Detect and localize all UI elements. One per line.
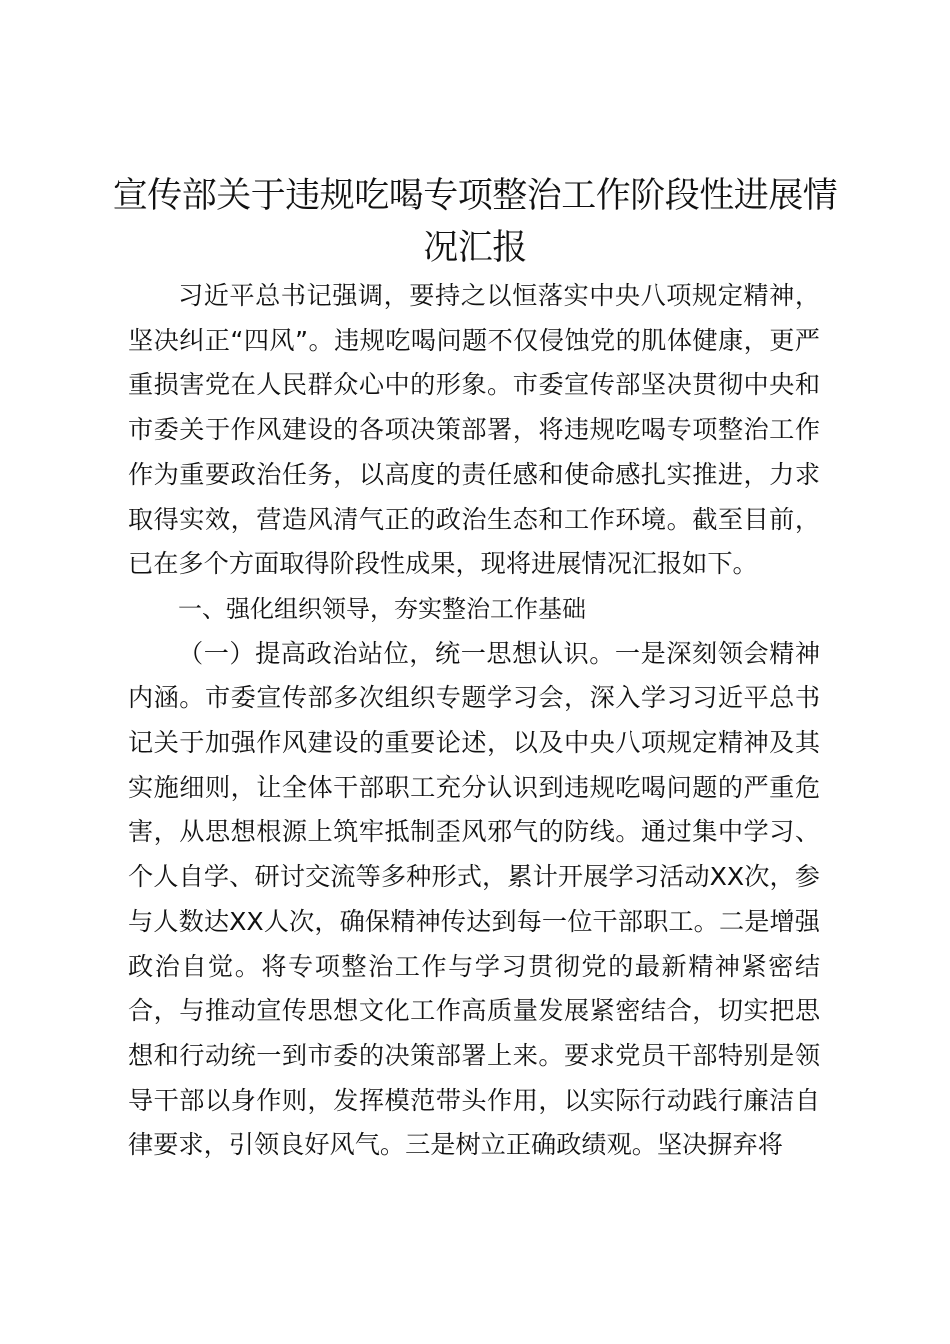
section-paragraph: （一）提高政治站位，统一思想认识。一是深刻领会精神内涵。市委宣传部多次组织专题学习会，深入学习习近平总书记关于加强作风建设的重要论述，以及中央八项规定精神及其实施细则，让全体干部职工充分认识到违规吃喝问题的严重危害，从思想根源上筑牢抵制歪风邪气的防线。通过集中学习、个人自学、研讨交流等多种形式，累计开展学习活动XX次，参与人数达XX人次，确保精神传达到每一位干部职工。二是增强政治自觉。将专项整治工作与学习贯彻党的最新精神紧密结合，与推动宣传思想文化工作高质量发展紧密结合，切实把思想和行动统一到市委的决策部署上来。要求党员干部特别是领导干部以身作则，发挥模范带头作用，以实际行动践行廉洁自律要求，引领良好风气。三是树立正确政绩观。坚决摒弃将 — [128, 638, 820, 1160]
document-title: 宣传部关于违规吃喝专项整治工作阶段性进展情况汇报 — [112, 176, 838, 268]
document-body — [128, 274, 820, 1168]
section-heading: 一、强化组织领导，夯实整治工作基础 — [178, 594, 586, 623]
intro-paragraph: 习近平总书记强调，要持之以恒落实中央八项规定精神，坚决纠正“四风”。违规吃喝问题不仅侵蚀党的肌体健康，更严重损害党在人民群众心中的形象。市委宣传部坚决贯彻中央和市委关于作风建设的各项决策部署，将违规吃喝专项整治工作作为重要政治任务，以高度的责任感和使命感扎实推进，力求取得实效，营造风清气正的政治生态和工作环境。截至目前，已在多个方面取得阶段性成果，现将进展情况汇报如下。 — [128, 281, 820, 579]
